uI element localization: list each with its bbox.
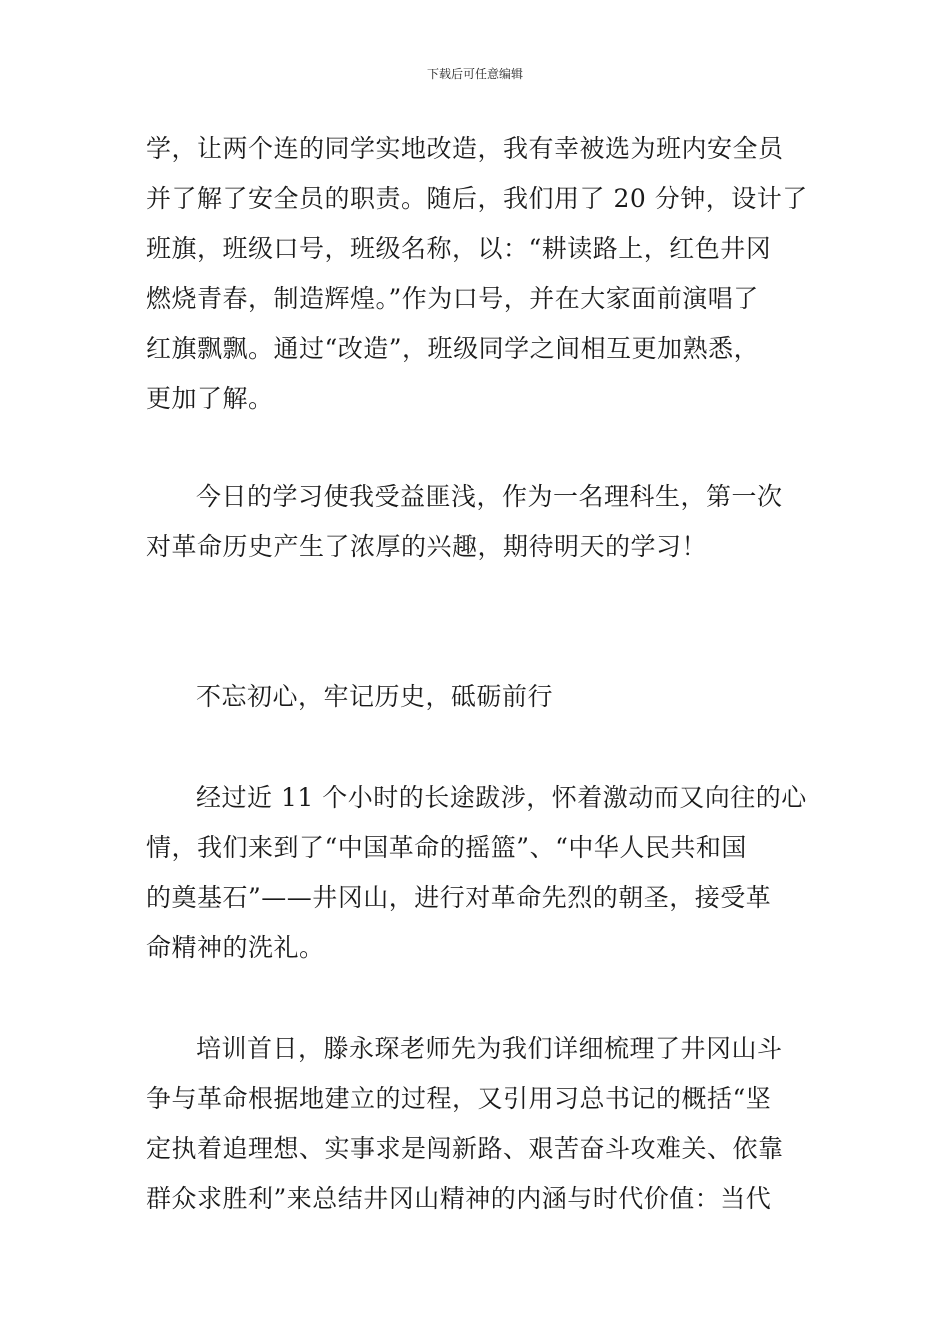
paragraph-line: 定执着追理想、实事求是闯新路、艰苦奋斗攻难关、依靠 — [146, 1134, 784, 1163]
paragraph-line: 争与革命根据地建立的过程，又引用习总书记的概括“坚 — [146, 1084, 772, 1113]
paragraph-line: 命精神的洗礼。 — [146, 933, 325, 962]
paragraph-line: 燃烧青春，制造辉煌。”作为口号，并在大家面前演唱了 — [146, 284, 759, 313]
paragraph-line: 学，让两个连的同学实地改造，我有幸被选为班内安全员 — [146, 134, 784, 163]
paragraph-line: 群众求胜利”来总结井冈山精神的内涵与时代价值：当代 — [146, 1184, 772, 1213]
paragraph-line: 培训首日，滕永琛老师先为我们详细梳理了井冈山斗 — [196, 1034, 783, 1063]
paragraph-3 — [146, 773, 810, 973]
paragraph-line: 更加了解。 — [146, 384, 274, 413]
page-header-note: 下载后可任意编辑 — [426, 67, 523, 81]
paragraph-line: 红旗飘飘。通过“改造”，班级同学之间相互更加熟悉， — [146, 334, 760, 363]
paragraph-line: 今日的学习使我受益匪浅，作为一名理科生，第一次 — [196, 482, 783, 511]
paragraph-1 — [146, 124, 810, 424]
paragraph-line: 的奠基石”——井冈山，进行对革命先烈的朝圣，接受革 — [146, 883, 772, 912]
section-title-text: 不忘初心，牢记历史，砥砺前行 — [196, 682, 554, 711]
paragraph-line: 情，我们来到了“中国革命的摇篮”、“中华人民共和国 — [146, 833, 747, 862]
paragraph-line: 班旗，班级口号，班级名称，以：“耕读路上，红色井冈 — [146, 234, 772, 263]
paragraph-4 — [146, 1024, 810, 1224]
paragraph-line: 经过近 11 个小时的长途跋涉，怀着激动而又向往的心 — [196, 783, 807, 812]
section-title — [146, 672, 810, 722]
paragraph-2 — [146, 472, 810, 572]
paragraph-line: 对革命历史产生了浓厚的兴趣，期待明天的学习！ — [146, 532, 708, 561]
paragraph-line: 并了解了安全员的职责。随后，我们用了 20 分钟，设计了 — [146, 184, 808, 213]
